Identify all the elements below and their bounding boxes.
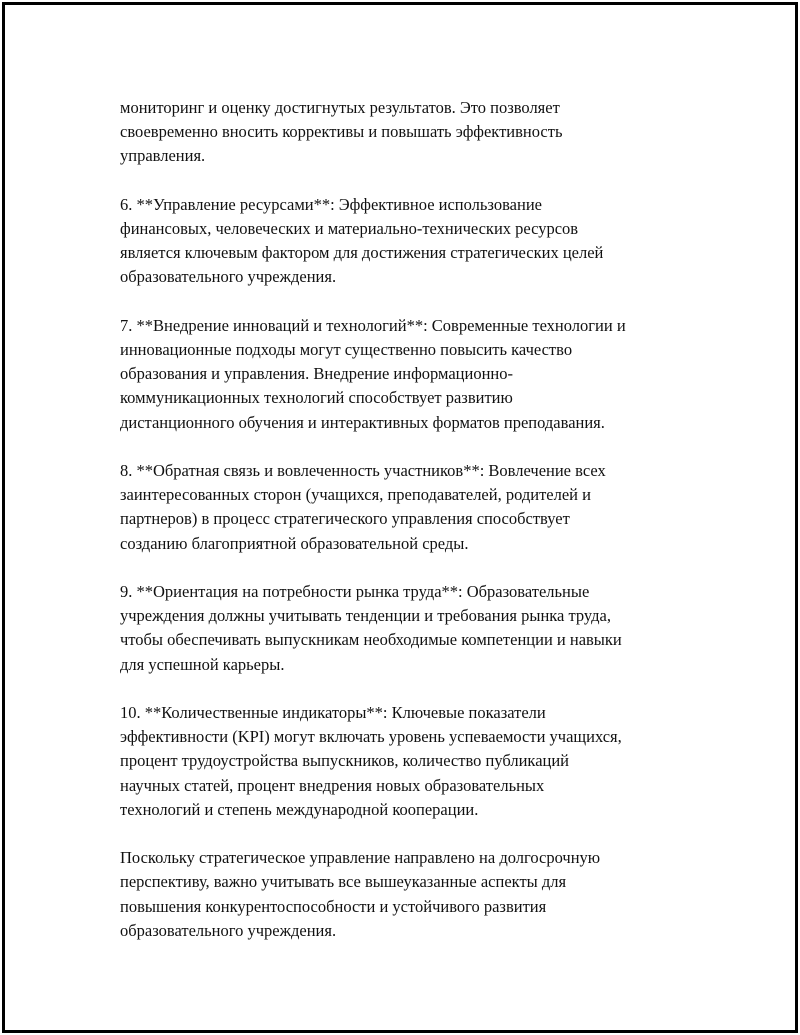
paragraph-resource-management: 6. **Управление ресурсами**: Эффективное использование финансовых, человеческих и материально-технических ресурсов является ключевым фактором для достижения стратегических целей образовательного учреждения. (120, 194, 604, 287)
paragraph-conclusion: Поскольку стратегическое управление направлено на долгосрочную перспективу, важно учитывать все вышеуказанные аспекты для повышения конкурентоспособности и устойчивого развития образовательного учреждения. (120, 848, 601, 940)
page-frame (2, 2, 798, 1033)
paragraph-feedback-engagement: 8. **Обратная связь и вовлеченность участников**: Вовлечение всех заинтересованных сторон (учащихся, преподавателей, родителей и партнеров) в процесс стратегического управления способствует созданию благоприятной образовательной среды. (120, 461, 606, 553)
paragraph-innovation-technology: 7. **Внедрение инноваций и технологий**: Современные технологии и инновационные подходы могут существенно повысить качество образования и управления. Внедрение информационно- коммуникационных технологий способствует развитию дистанционного обучения и интерактивных форматов преподавания. (120, 315, 626, 432)
paragraph-quantitative-indicators: 10. **Количественные индикаторы**: Ключевые показатели эффективности (KPI) могут включать уровень успеваемости учащихся, процент трудоустройства выпускников, количество публикаций научных статей, процент внедрения новых образовательных технологий и степень международной кооперации. (120, 703, 622, 819)
document-body (120, 96, 705, 943)
paragraph-monitoring: мониторинг и оценку достигнутых результатов. Это позволяет своевременно вносить коррективы и повышать эффективность управления. (120, 98, 563, 166)
paragraph-labor-market: 9. **Ориентация на потребности рынка труда**: Образовательные учреждения должны учитывать тенденции и требования рынка труда, чтобы обеспечивать выпускникам необходимые компетенции и навыки для успешной карьеры. (120, 582, 622, 674)
